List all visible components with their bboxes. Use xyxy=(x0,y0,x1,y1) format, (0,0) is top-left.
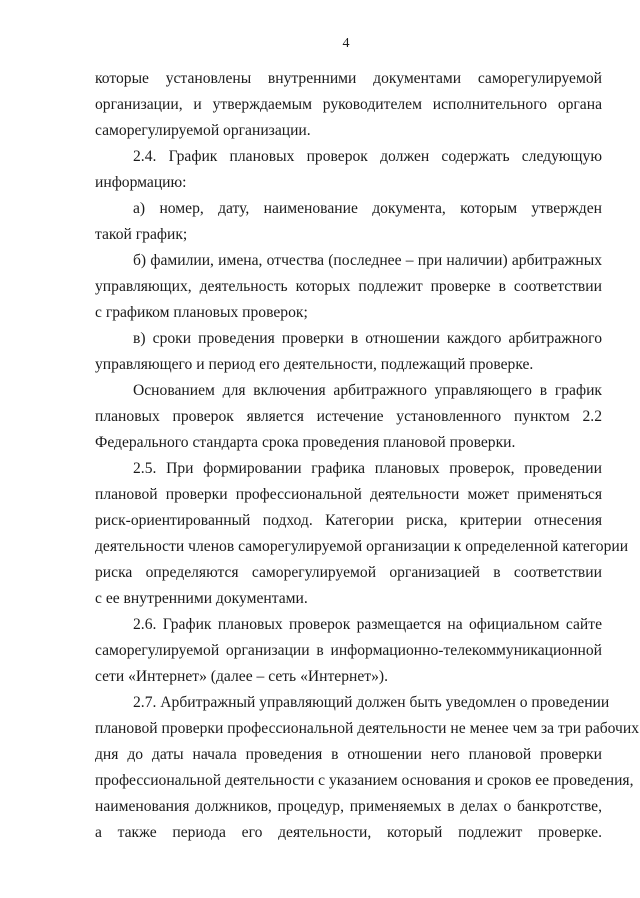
paragraph xyxy=(95,690,640,846)
paragraph xyxy=(95,612,602,690)
text-line: 2.7. Арбитражный управляющий должен быть уведомлен о проведении xyxy=(133,694,610,711)
text-line: риск-ориентированный подход. Категории риска, критерии отнесения xyxy=(95,512,602,529)
text-line: которые установлены внутренними документами саморегулируемой xyxy=(95,70,602,87)
paragraph xyxy=(95,144,602,196)
page-number: 4 xyxy=(342,36,350,51)
paragraph xyxy=(95,378,602,456)
text-line: сети «Интернет» (далее – сеть «Интернет»). xyxy=(95,668,388,685)
paragraph xyxy=(95,456,629,612)
text-line: плановой проверки профессиональной деятельности не менее чем за три рабочих xyxy=(95,720,640,737)
text-line: информацию: xyxy=(95,174,187,191)
text-line: плановой проверки профессиональной деятельности может применяться xyxy=(95,486,602,503)
text-line: дня до даты начала проведения в отношении него плановой проверки xyxy=(95,746,602,763)
text-line: саморегулируемой организации. xyxy=(95,122,311,139)
text-line: саморегулируемой организации в информационно-телекоммуникационной xyxy=(95,642,602,659)
document-body xyxy=(95,66,640,846)
text-line: управляющего и период его деятельности, подлежащий проверке. xyxy=(95,356,534,373)
text-line: в) сроки проведения проверки в отношении каждого арбитражного xyxy=(133,330,602,347)
text-line: 2.6. График плановых проверок размещается на официальном сайте xyxy=(133,616,602,633)
paragraph xyxy=(95,248,602,326)
text-line: 2.4. График плановых проверок должен содержать следующую xyxy=(133,148,602,165)
text-line: а) номер, дату, наименование документа, которым утвержден xyxy=(133,200,602,217)
text-line: риска определяются саморегулируемой организацией в соответствии xyxy=(95,564,602,581)
text-line: управляющих, деятельность которых подлежит проверке в соответствии xyxy=(95,278,602,295)
text-line: такой график; xyxy=(95,226,188,243)
text-line: деятельности членов саморегулируемой организации к определенной категории xyxy=(95,538,629,555)
text-line: с ее внутренними документами. xyxy=(95,590,308,607)
text-line: Основанием для включения арбитражного управляющего в график xyxy=(133,382,602,399)
paragraph xyxy=(95,326,602,378)
text-line: плановых проверок является истечение установленного пунктом 2.2 xyxy=(95,408,602,425)
text-line: б) фамилии, имена, отчества (последнее – при наличии) арбитражных xyxy=(133,252,602,269)
paragraph xyxy=(95,196,602,248)
text-line: Федерального стандарта срока проведения плановой проверки. xyxy=(95,434,516,451)
text-line: наименования должников, процедур, применяемых в делах о банкротстве, xyxy=(95,798,602,815)
text-line: 2.5. При формировании графика плановых проверок, проведении xyxy=(133,460,602,477)
text-line: профессиональной деятельности с указанием основания и сроков ее проведения, xyxy=(95,772,634,789)
paragraph xyxy=(95,66,602,144)
text-line: а также периода его деятельности, который подлежит проверке. xyxy=(95,824,602,841)
text-line: с графиком плановых проверок; xyxy=(95,304,308,321)
text-line: организации, и утверждаемым руководителем исполнительного органа xyxy=(95,96,602,113)
